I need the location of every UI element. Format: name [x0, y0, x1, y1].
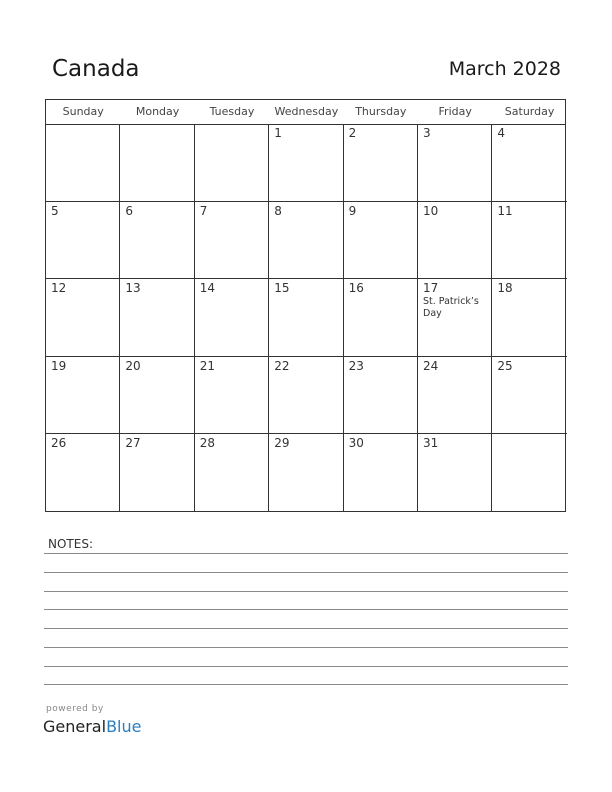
day-number: 25	[497, 358, 513, 373]
day-cell	[46, 202, 120, 280]
day-number: 8	[274, 203, 282, 218]
day-cell	[120, 434, 194, 512]
notes-line	[44, 628, 568, 629]
day-number: 23	[348, 358, 364, 373]
day-cell	[492, 124, 566, 202]
day-number: 20	[125, 358, 141, 373]
calendar-grid	[45, 99, 566, 512]
weekday-wednesday: Wednesday	[274, 105, 339, 118]
weekday-sunday: Sunday	[62, 105, 104, 118]
day-number: 9	[348, 203, 357, 218]
day-cell	[344, 357, 418, 435]
day-number: 19	[51, 358, 67, 373]
notes-line	[44, 647, 568, 648]
day-number: 5	[51, 203, 59, 218]
day-number: 31	[423, 436, 439, 451]
notes-line	[44, 591, 568, 592]
day-number: 14	[199, 281, 216, 296]
day-cell	[418, 357, 492, 435]
weekday-tuesday: Tuesday	[209, 105, 255, 118]
day-number: 3	[423, 126, 431, 140]
day-cell	[492, 357, 566, 435]
day-cell	[195, 434, 269, 512]
day-number: 1	[274, 126, 282, 140]
generalblue-logo	[43, 717, 141, 736]
day-cell	[195, 124, 269, 202]
notes-line	[44, 684, 568, 685]
weekday-monday: Monday	[135, 105, 180, 118]
day-number: 18	[497, 281, 513, 296]
day-number: 21	[199, 358, 216, 373]
day-cell	[492, 202, 566, 280]
notes-label: NOTES:	[48, 537, 93, 551]
brand-blue-text: Blue	[106, 717, 142, 736]
day-number: 7	[199, 203, 208, 218]
weekday-friday: Friday	[438, 105, 472, 118]
day-number: 10	[423, 203, 439, 218]
day-number: 6	[125, 203, 134, 218]
day-cell	[418, 279, 492, 357]
weekday-saturday: Saturday	[504, 105, 555, 118]
day-number: 27	[125, 436, 141, 451]
day-cell	[120, 202, 194, 280]
day-cell	[269, 279, 343, 357]
day-cell	[418, 434, 492, 512]
day-number: 16	[348, 281, 364, 296]
weekday-header-row	[46, 100, 565, 125]
day-number: 28	[199, 436, 216, 451]
day-cell	[195, 202, 269, 280]
day-number: 30	[348, 436, 364, 451]
day-number: 24	[423, 358, 439, 373]
day-number: 12	[51, 281, 67, 296]
day-cell	[269, 434, 343, 512]
weekday-thursday: Thursday	[355, 105, 407, 118]
day-cell	[269, 357, 343, 435]
day-number: 26	[51, 436, 67, 451]
day-number: 2	[348, 126, 357, 140]
month-title: March 2028	[448, 58, 561, 80]
day-cell	[492, 279, 566, 357]
day-number: 17	[423, 281, 439, 296]
day-cell	[344, 202, 418, 280]
brand-general-text: General	[43, 717, 107, 736]
day-number: 11	[497, 203, 513, 218]
day-cell	[120, 357, 194, 435]
day-number: 4	[497, 126, 506, 140]
country-title: Canada	[52, 56, 140, 82]
day-cell	[120, 279, 194, 357]
day-number: 13	[125, 281, 141, 296]
day-cell	[269, 124, 343, 202]
day-cell	[344, 279, 418, 357]
day-number: 15	[274, 281, 290, 296]
day-number: 22	[274, 358, 290, 373]
holiday-label: St. Patrick’s Day	[423, 296, 479, 320]
day-cell	[46, 434, 120, 512]
day-cell	[418, 124, 492, 202]
day-cell	[344, 434, 418, 512]
day-cell	[46, 279, 120, 357]
notes-line	[44, 572, 568, 573]
day-cell	[195, 279, 269, 357]
day-cell	[120, 124, 194, 202]
day-cell	[418, 202, 492, 280]
day-cell	[492, 434, 566, 512]
notes-line	[44, 666, 568, 667]
powered-by-label: powered by	[46, 704, 104, 714]
day-cell	[269, 202, 343, 280]
day-number: 29	[274, 436, 290, 451]
day-cell	[344, 124, 418, 202]
day-cell	[195, 357, 269, 435]
day-cell	[46, 357, 120, 435]
notes-line	[44, 609, 568, 610]
day-cell	[46, 124, 120, 202]
notes-line	[44, 553, 568, 554]
